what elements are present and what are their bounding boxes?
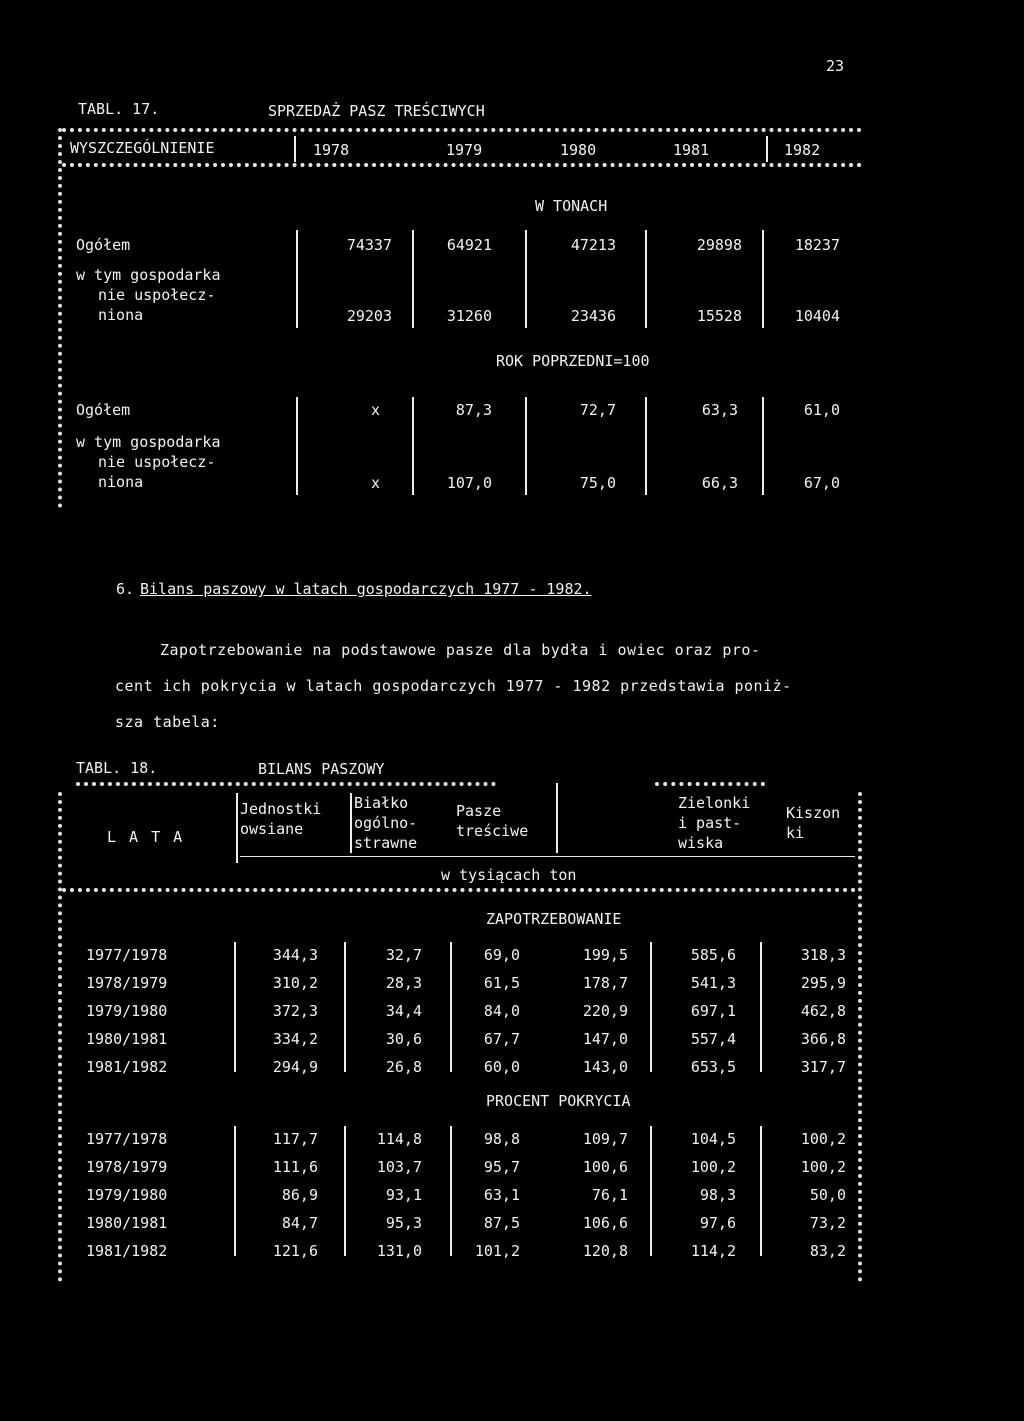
table17-cell: x xyxy=(370,474,380,492)
table18-cell: 67,7 xyxy=(483,1030,520,1048)
table17-cell: 29203 xyxy=(346,307,392,325)
table18-cell: 295,9 xyxy=(800,974,846,992)
table18-cell: 147,0 xyxy=(582,1030,628,1048)
table18-col-sep xyxy=(450,1126,452,1256)
table17-cell: 47213 xyxy=(570,236,616,254)
table18-col-sep xyxy=(650,1126,652,1256)
table18-cell: 32,7 xyxy=(385,946,422,964)
table17-cell: 66,3 xyxy=(701,474,738,492)
table17-cell: x xyxy=(370,401,380,419)
table18-cell: 26,8 xyxy=(385,1058,422,1076)
table17-cell: 23436 xyxy=(570,307,616,325)
table18-cell: 653,5 xyxy=(690,1058,736,1076)
table18-cell: 462,8 xyxy=(800,1002,846,1020)
table17-header-year-5: 1982 xyxy=(784,141,821,159)
table18-cell: 93,1 xyxy=(385,1186,422,1204)
table17-top-rule xyxy=(62,128,862,132)
table18-header-sep xyxy=(236,793,238,863)
table18-year: 1979/1980 xyxy=(86,1002,168,1020)
table17-col-sep xyxy=(296,397,298,495)
table17-row-label: w tym gospodarka xyxy=(76,266,221,284)
table17-cell: 10404 xyxy=(794,307,840,325)
table18-cell: 28,3 xyxy=(385,974,422,992)
table18-cell: 372,3 xyxy=(272,1002,318,1020)
table17-header-sep xyxy=(294,136,296,162)
table18-year: 1979/1980 xyxy=(86,1186,168,1204)
table18-header-rule xyxy=(350,856,855,857)
table18-header-col5: ki xyxy=(786,824,805,842)
table18-cell: 100,2 xyxy=(800,1158,846,1176)
table18-cell: 61,5 xyxy=(483,974,520,992)
table18-cell: 114,2 xyxy=(690,1242,736,1260)
table17-header-year-3: 1980 xyxy=(560,141,597,159)
table18-cell: 318,3 xyxy=(800,946,846,964)
table17-cell: 29898 xyxy=(696,236,742,254)
table18-cell: 101,2 xyxy=(474,1242,520,1260)
table18-cell: 100,6 xyxy=(582,1158,628,1176)
table17-header-year-1: 1978 xyxy=(313,141,350,159)
table18-left-border xyxy=(58,792,62,1282)
table18-col-sep xyxy=(450,942,452,1072)
table18-cell: 63,1 xyxy=(483,1186,520,1204)
table18-header-col2: Białko xyxy=(354,794,409,812)
section-heading: Bilans paszowy w latach gospodarczych 1977 - 1982. xyxy=(140,580,592,598)
table18-cell: 557,4 xyxy=(690,1030,736,1048)
table17-header-year-2: 1979 xyxy=(446,141,483,159)
table18-header-col4: wiska xyxy=(678,834,724,852)
table18-cell: 98,3 xyxy=(699,1186,736,1204)
table17-cell: 31260 xyxy=(446,307,492,325)
table18-cell: 98,8 xyxy=(483,1130,520,1148)
table17-unit-index: ROK POPRZEDNI=100 xyxy=(496,352,650,370)
table17-cell: 18237 xyxy=(794,236,840,254)
table18-cell: 294,9 xyxy=(272,1058,318,1076)
table17-cell: 64921 xyxy=(446,236,492,254)
table17-col-sep xyxy=(762,397,764,495)
table18-cell: 541,3 xyxy=(690,974,736,992)
table17-unit-tons: W TONACH xyxy=(535,197,608,215)
table17-row-label: nie uspołecz- xyxy=(98,286,216,304)
table18-cell: 100,2 xyxy=(690,1158,736,1176)
table18-year: 1980/1981 xyxy=(86,1030,168,1048)
table18-cell: 104,5 xyxy=(690,1130,736,1148)
table17-cell: 107,0 xyxy=(446,474,492,492)
table18-year: 1977/1978 xyxy=(86,1130,168,1148)
table18-cell: 73,2 xyxy=(809,1214,846,1232)
table18-header-col2: ogólno- xyxy=(354,814,418,832)
table18-section-demand: ZAPOTRZEBOWANIE xyxy=(486,910,622,928)
table18-header-col2: strawne xyxy=(354,834,418,852)
section-paragraph-line: Zapotrzebowanie na podstawowe pasze dla bydła i owiec oraz pro- xyxy=(160,641,761,659)
table17-col-sep xyxy=(296,230,298,328)
table18-title: BILANS PASZOWY xyxy=(258,760,385,778)
section-paragraph-line: cent ich pokrycia w latach gospodarczych 1977 - 1982 przedstawia poniż- xyxy=(115,677,792,695)
table17-row-label: Ogółem xyxy=(76,401,131,419)
table18-cell: 60,0 xyxy=(483,1058,520,1076)
table17-row-label: w tym gospodarka xyxy=(76,433,221,451)
table18-cell: 366,8 xyxy=(800,1030,846,1048)
table17-col-sep xyxy=(525,397,527,495)
table18-col-sep xyxy=(234,1126,236,1256)
table18-cell: 220,9 xyxy=(582,1002,628,1020)
section-heading-number: 6. xyxy=(116,580,135,598)
table17-header-rule xyxy=(62,163,862,167)
table17-label: TABL. 17. xyxy=(78,100,160,118)
table18-col-sep xyxy=(344,1126,346,1256)
table18-cell: 317,7 xyxy=(800,1058,846,1076)
table18-right-border xyxy=(858,792,862,1282)
table18-cell: 131,0 xyxy=(376,1242,422,1260)
table18-header-sep xyxy=(556,783,558,853)
table17-cell: 15528 xyxy=(696,307,742,325)
table18-cell: 97,6 xyxy=(699,1214,736,1232)
table18-cell: 585,6 xyxy=(690,946,736,964)
table18-col-sep xyxy=(650,942,652,1072)
table18-cell: 100,2 xyxy=(800,1130,846,1148)
table17-col-sep xyxy=(412,230,414,328)
table18-cell: 30,6 xyxy=(385,1030,422,1048)
table18-cell: 103,7 xyxy=(376,1158,422,1176)
table18-top-rule xyxy=(655,782,765,786)
table18-cell: 34,4 xyxy=(385,1002,422,1020)
table18-cell: 120,8 xyxy=(582,1242,628,1260)
section-paragraph-line: sza tabela: xyxy=(115,713,220,731)
table17-cell: 74337 xyxy=(346,236,392,254)
table18-label: TABL. 18. xyxy=(76,759,158,777)
table17-header-sep xyxy=(766,136,768,162)
table17-header-year-4: 1981 xyxy=(673,141,710,159)
table18-cell: 86,9 xyxy=(281,1186,318,1204)
table18-cell: 84,7 xyxy=(281,1214,318,1232)
table17-cell: 75,0 xyxy=(579,474,616,492)
table18-year: 1981/1982 xyxy=(86,1242,168,1260)
table17-row-label: niona xyxy=(98,306,144,324)
table18-year: 1977/1978 xyxy=(86,946,168,964)
page-number: 23 xyxy=(826,57,845,75)
table18-cell: 344,3 xyxy=(272,946,318,964)
table18-header-bottom-rule xyxy=(62,888,856,892)
table18-cell: 697,1 xyxy=(690,1002,736,1020)
table17-cell: 72,7 xyxy=(579,401,616,419)
table18-header-col3: treściwe xyxy=(456,822,529,840)
table17-header-spec: WYSZCZEGÓLNIENIE xyxy=(70,139,215,157)
table17-cell: 87,3 xyxy=(455,401,492,419)
table18-header-col1: Jednostki xyxy=(240,800,322,818)
table17-title: SPRZEDAŻ PASZ TREŚCIWYCH xyxy=(268,102,485,120)
table18-cell: 109,7 xyxy=(582,1130,628,1148)
table18-cell: 199,5 xyxy=(582,946,628,964)
table18-cell: 84,0 xyxy=(483,1002,520,1020)
table18-header-col1: owsiane xyxy=(240,820,304,838)
table17-cell: 61,0 xyxy=(803,401,840,419)
table18-col-sep xyxy=(344,942,346,1072)
table18-cell: 95,3 xyxy=(385,1214,422,1232)
table18-cell: 50,0 xyxy=(809,1186,846,1204)
table17-col-sep xyxy=(645,230,647,328)
table17-cell: 63,3 xyxy=(701,401,738,419)
table18-cell: 111,6 xyxy=(272,1158,318,1176)
table18-top-rule xyxy=(76,782,496,786)
table18-cell: 95,7 xyxy=(483,1158,520,1176)
table18-header-rule xyxy=(240,856,350,857)
table17-col-sep xyxy=(645,397,647,495)
table17-col-sep xyxy=(525,230,527,328)
table18-year: 1981/1982 xyxy=(86,1058,168,1076)
table18-cell: 106,6 xyxy=(582,1214,628,1232)
table17-row-label: nie uspołecz- xyxy=(98,453,216,471)
table18-header-col3: Pasze xyxy=(456,802,502,820)
table17-col-sep xyxy=(412,397,414,495)
table18-cell: 83,2 xyxy=(809,1242,846,1260)
table17-col-sep xyxy=(762,230,764,328)
table18-year: 1978/1979 xyxy=(86,1158,168,1176)
table18-col-sep xyxy=(760,942,762,1072)
table18-col-sep xyxy=(234,942,236,1072)
table18-cell: 87,5 xyxy=(483,1214,520,1232)
table18-year: 1980/1981 xyxy=(86,1214,168,1232)
table18-unit: w tysiącach ton xyxy=(441,866,577,884)
table17-row-label: niona xyxy=(98,473,144,491)
table18-header-lata: L A T A xyxy=(107,828,185,846)
table18-cell: 143,0 xyxy=(582,1058,628,1076)
table18-section-coverage: PROCENT POKRYCIA xyxy=(486,1092,631,1110)
table18-cell: 310,2 xyxy=(272,974,318,992)
table18-cell: 76,1 xyxy=(591,1186,628,1204)
table18-col-sep xyxy=(760,1126,762,1256)
table18-cell: 117,7 xyxy=(272,1130,318,1148)
table18-header-col5: Kiszon xyxy=(786,804,841,822)
table18-cell: 334,2 xyxy=(272,1030,318,1048)
table17-row-label: Ogółem xyxy=(76,236,131,254)
table18-header-col4: Zielonki xyxy=(678,794,751,812)
table18-header-col4: i past- xyxy=(678,814,742,832)
table18-cell: 178,7 xyxy=(582,974,628,992)
table18-year: 1978/1979 xyxy=(86,974,168,992)
table18-cell: 114,8 xyxy=(376,1130,422,1148)
table18-header-sep xyxy=(350,793,352,853)
table17-left-border xyxy=(58,128,62,508)
table17-cell: 67,0 xyxy=(803,474,840,492)
table18-cell: 69,0 xyxy=(483,946,520,964)
table18-cell: 121,6 xyxy=(272,1242,318,1260)
